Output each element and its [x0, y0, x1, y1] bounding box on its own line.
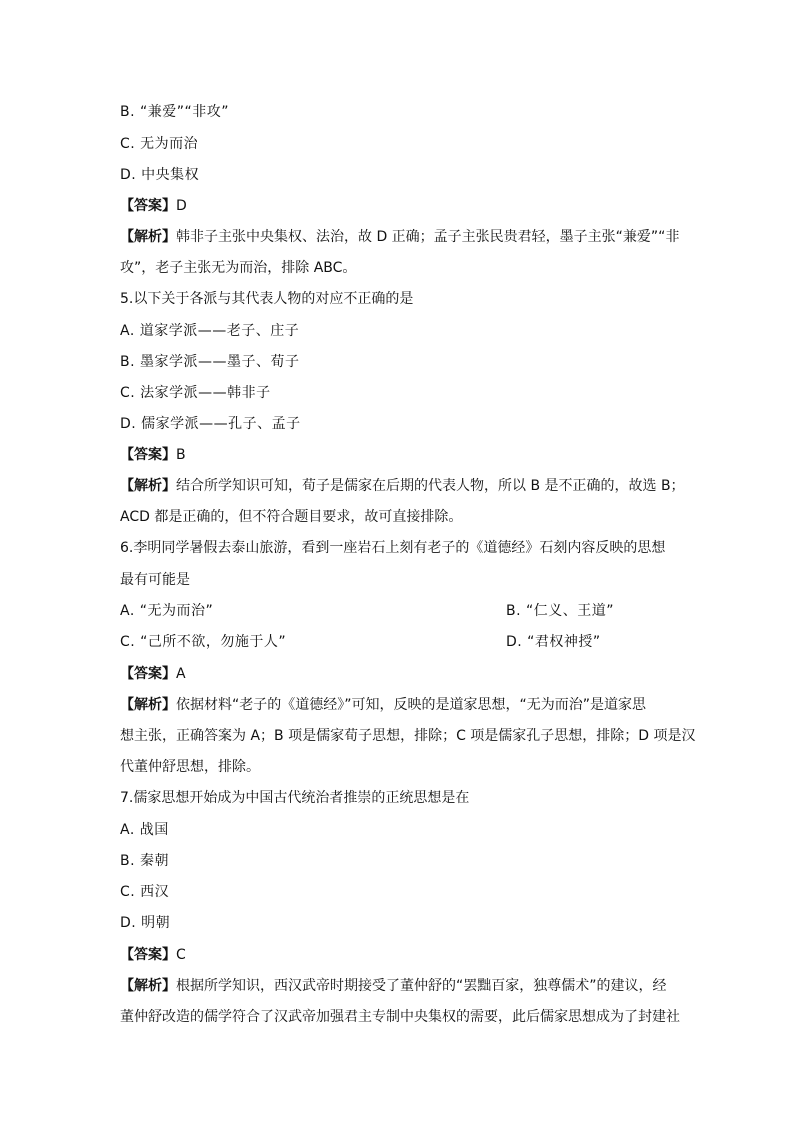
- analysis-line: [120, 976, 667, 996]
- answer-label: 【答案】: [120, 198, 176, 214]
- question-6-continued: 最有可能是: [120, 572, 190, 588]
- analysis-label: 【解析】: [120, 478, 176, 494]
- option-d: D. “君权神授”: [506, 634, 601, 650]
- option-c: C. 法家学派——韩非子: [120, 385, 271, 401]
- option-a: A. 道家学派——老子、庄子: [120, 323, 300, 339]
- analysis-line: [120, 476, 685, 496]
- option-a: A. 战国: [120, 822, 169, 838]
- answer-label: 【答案】: [120, 447, 176, 463]
- answer-value: C: [176, 947, 186, 963]
- analysis-text: ACD 都是正确的，但不符合题目要求，故可直接排除。: [120, 509, 463, 525]
- answer-label: 【答案】: [120, 666, 176, 682]
- analysis-text: 想主张，正确答案为 A；B 项是儒家荀子思想，排除；C 项是儒家孔子思想，排除；D 项是汉: [120, 728, 696, 744]
- option-b: B. “兼爱”“非攻”: [120, 104, 230, 120]
- answer-label: 【答案】: [120, 947, 176, 963]
- option-c: C. 无为而治: [120, 136, 199, 152]
- analysis-text: 根据所学知识，西汉武帝时期接受了董仲舒的“罢黜百家，独尊儒术”的建议，经: [176, 978, 667, 994]
- question-7: 7.儒家思想开始成为中国古代统治者推崇的正统思想是在: [120, 790, 470, 806]
- analysis-label: 【解析】: [120, 697, 176, 713]
- answer-value: B: [176, 447, 186, 463]
- answer-line: [120, 196, 187, 216]
- option-c: C. 西汉: [120, 884, 170, 900]
- analysis-line: [120, 695, 646, 715]
- analysis-text: 结合所学知识可知，荀子是儒家在后期的代表人物，所以 B 是不正确的，故选 B；: [176, 478, 685, 494]
- option-b: B. 秦朝: [120, 853, 170, 869]
- option-d: D. 儒家学派——孔子、孟子: [120, 416, 301, 432]
- analysis-label: 【解析】: [120, 978, 176, 994]
- analysis-text: 攻”，老子主张无为而治，排除 ABC。: [120, 260, 357, 276]
- answer-value: D: [176, 198, 187, 214]
- option-c: C. “己所不欲，勿施于人”: [120, 634, 287, 650]
- answer-line: [120, 664, 186, 684]
- question-5: 5.以下关于各派与其代表人物的对应不正确的是: [120, 291, 414, 307]
- analysis-text: 董仲舒改造的儒学符合了汉武帝加强君主专制中央集权的需要，此后儒家思想成为了封建社: [120, 1009, 680, 1025]
- option-row: [120, 601, 615, 621]
- question-6: 6.李明同学暑假去泰山旅游，看到一座岩石上刻有老子的《道德经》石刻内容反映的思想: [120, 540, 666, 556]
- answer-line: [120, 445, 186, 465]
- analysis-text: 依据材料“老子的《道德经》”可知，反映的是道家思想，“无为而治”是道家思: [176, 697, 647, 713]
- option-b: B. “仁义、王道”: [506, 603, 615, 619]
- option-row: [120, 632, 601, 652]
- answer-line: [120, 945, 186, 965]
- option-a: A. “无为而治”: [120, 603, 214, 619]
- option-b: B. 墨家学派——墨子、荀子: [120, 354, 300, 370]
- option-d: D. 明朝: [120, 915, 171, 931]
- analysis-text: 代董仲舒思想，排除。: [120, 759, 260, 775]
- option-d: D. 中央集权: [120, 167, 200, 183]
- analysis-line: [120, 227, 679, 247]
- analysis-label: 【解析】: [120, 229, 176, 245]
- analysis-text: 韩非子主张中央集权、法治，故 D 正确；孟子主张民贵君轻，墨子主张“兼爱”“非: [176, 229, 680, 245]
- answer-value: A: [176, 666, 186, 682]
